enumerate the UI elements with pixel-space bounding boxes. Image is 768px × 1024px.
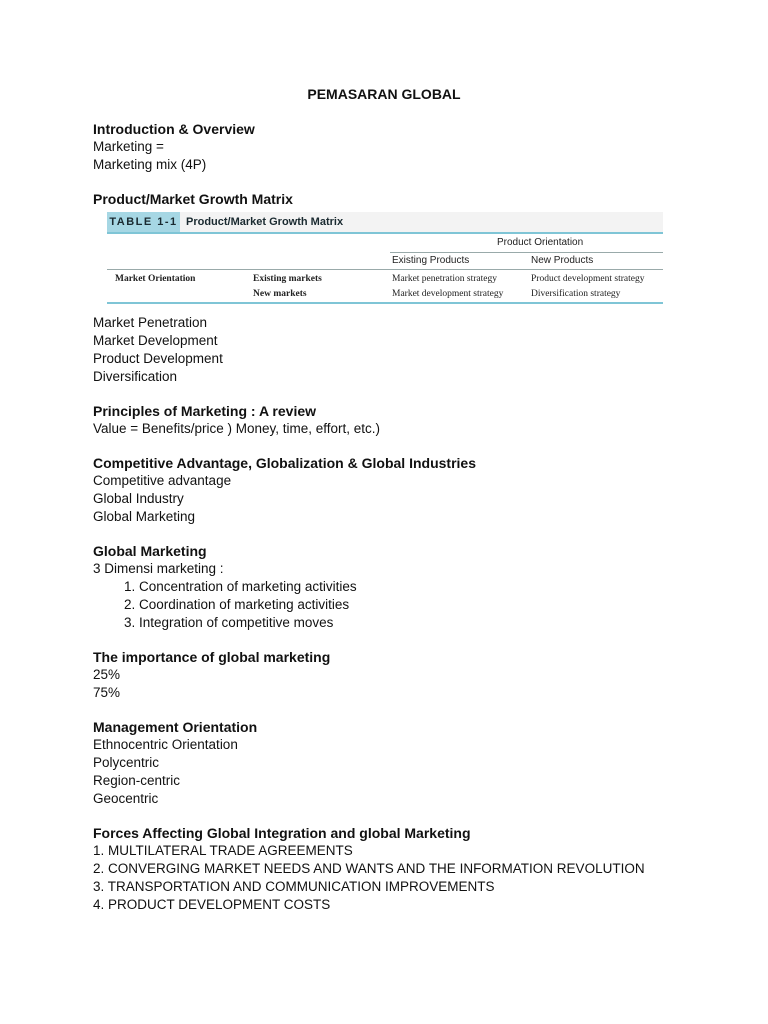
- table-number-tag: TABLE 1-1: [107, 212, 180, 232]
- section-management-orientation: [93, 718, 693, 808]
- text-line: Competitive advantage: [93, 473, 232, 488]
- heading-global-marketing: Global Marketing: [93, 543, 207, 559]
- text-line: Marketing mix (4P): [93, 157, 207, 172]
- document-page: [93, 86, 693, 930]
- heading-introduction: Introduction & Overview: [93, 121, 255, 137]
- text-line: Ethnocentric Orientation: [93, 737, 238, 752]
- divider: [107, 269, 663, 270]
- heading-forces: Forces Affecting Global Integration and global Marketing: [93, 825, 471, 841]
- table-cell: Market development strategy: [392, 289, 504, 299]
- text-line: 1. MULTILATERAL TRADE AGREEMENTS: [93, 843, 353, 858]
- document-title: PEMASARAN GLOBAL: [307, 86, 461, 102]
- text-line: 75%: [93, 685, 121, 700]
- text-line: Value = Benefits/price ) Money, time, effort, etc.): [93, 421, 381, 436]
- market-orientation-label: Market Orientation: [115, 274, 196, 284]
- growth-matrix-table-figure: [107, 212, 663, 306]
- table-cell: Product development strategy: [531, 274, 645, 284]
- product-orientation-label: Product Orientation: [497, 237, 584, 248]
- section-introduction: [93, 120, 693, 174]
- table-cell: Market penetration strategy: [392, 274, 497, 284]
- new-markets-label: New markets: [253, 289, 307, 299]
- text-line: Market Penetration: [93, 315, 208, 330]
- heading-management-orientation: Management Orientation: [93, 719, 258, 735]
- table-bottom-rule: [107, 302, 663, 304]
- text-line: 4. PRODUCT DEVELOPMENT COSTS: [93, 897, 331, 912]
- text-line: Diversification: [93, 369, 178, 384]
- text-line: Product Development: [93, 351, 223, 366]
- text-line: Marketing =: [93, 139, 164, 154]
- new-products-label: New Products: [531, 255, 594, 266]
- list-item: 3. Integration of competitive moves: [139, 614, 693, 632]
- text-line: 25%: [93, 667, 121, 682]
- text-line: 2. CONVERGING MARKET NEEDS AND WANTS AND THE INFORMATION REVOLUTION: [93, 861, 645, 876]
- table-caption: Product/Market Growth Matrix: [186, 216, 344, 228]
- divider: [390, 252, 663, 253]
- existing-products-label: Existing Products: [392, 255, 470, 266]
- text-line: Region-centric: [93, 773, 181, 788]
- text-line: Global Industry: [93, 491, 184, 506]
- section-growth-matrix: [93, 190, 693, 386]
- text-line: Global Marketing: [93, 509, 196, 524]
- section-forces: [93, 824, 693, 914]
- section-importance: [93, 648, 693, 702]
- section-global-marketing: [93, 542, 693, 632]
- list-item: 2. Coordination of marketing activities: [139, 596, 693, 614]
- text-line: Market Development: [93, 333, 218, 348]
- heading-principles: Principles of Marketing : A review: [93, 403, 317, 419]
- section-competitive-advantage: [93, 454, 693, 526]
- heading-importance: The importance of global marketing: [93, 649, 331, 665]
- text-line: 3 Dimensi marketing :: [93, 561, 224, 576]
- list-item: 1. Concentration of marketing activities: [139, 578, 693, 596]
- section-principles: [93, 402, 693, 438]
- text-line: 3. TRANSPORTATION AND COMMUNICATION IMPROVEMENTS: [93, 879, 495, 894]
- numbered-list: [93, 578, 693, 632]
- text-line: Polycentric: [93, 755, 160, 770]
- text-line: Geocentric: [93, 791, 159, 806]
- heading-growth-matrix: Product/Market Growth Matrix: [93, 191, 293, 207]
- existing-markets-label: Existing markets: [253, 274, 322, 284]
- table-cell: Diversification strategy: [531, 289, 621, 299]
- heading-competitive-advantage: Competitive Advantage, Globalization & Global Industries: [93, 455, 476, 471]
